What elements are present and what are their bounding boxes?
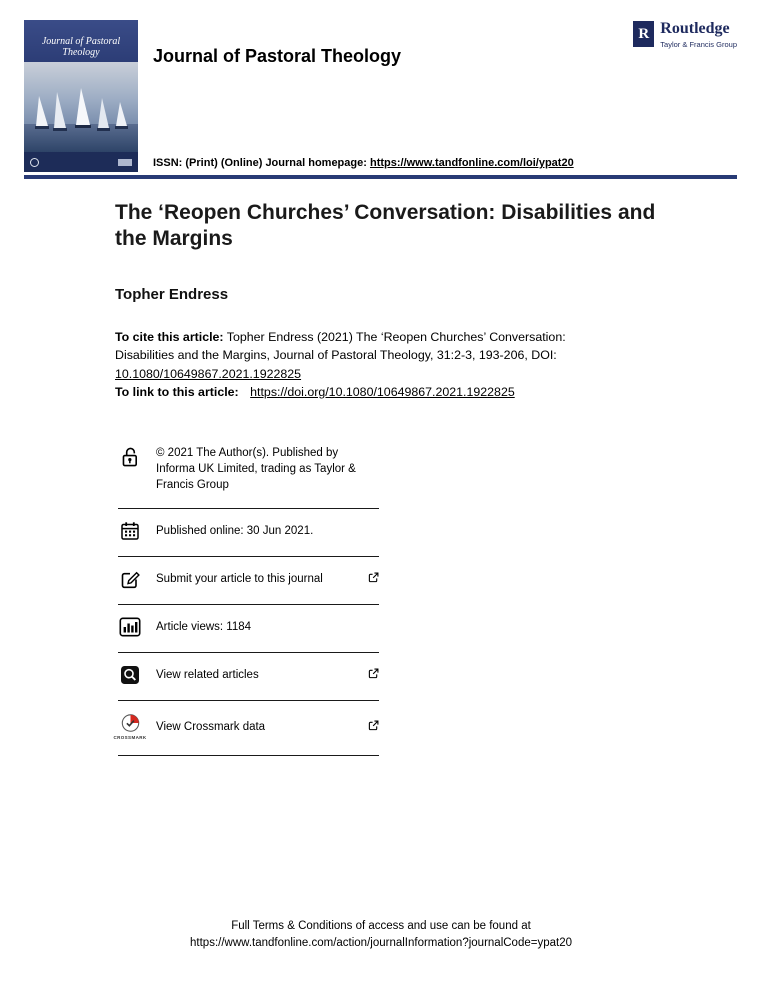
crossmark-item[interactable] — [113, 701, 379, 756]
routledge-logo-icon: R — [633, 21, 654, 47]
external-link-icon — [368, 666, 379, 684]
citation-block — [115, 328, 585, 383]
submit-article-item[interactable] — [118, 557, 379, 605]
article-views-icon — [118, 617, 142, 637]
issn-line — [153, 157, 574, 169]
license-text: © 2021 The Author(s). Published by Informa UK Limited, trading as Taylor & Francis Group — [156, 447, 356, 492]
publisher-name: Routledge — [660, 20, 730, 37]
link-label: To link to this article: — [115, 385, 239, 399]
calendar-icon — [118, 521, 142, 541]
article-author: Topher Endress — [115, 286, 229, 303]
cover-journal-title: Journal of Pastoral Theology — [41, 36, 121, 58]
cite-text: Topher Endress (2021) The ‘Reopen Churches’ Conversation: Disabilities and the Margins, Journal of Pastoral Theology, 31:2-3, 193-206, DOI: — [115, 330, 566, 363]
crossmark-link[interactable]: View Crossmark data — [156, 720, 266, 733]
publisher-tagline: Taylor & Francis Group — [660, 39, 737, 49]
open-access-icon — [118, 445, 142, 469]
article-title: The ‘Reopen Churches’ Conversation: Disabilities and the Margins — [115, 201, 656, 251]
article-views-item — [118, 605, 379, 653]
external-link-icon — [368, 570, 379, 588]
cite-label: To cite this article: — [115, 330, 224, 344]
journal-title: Journal of Pastoral Theology — [153, 46, 402, 66]
journal-homepage-link[interactable]: https://www.tandfonline.com/loi/ypat20 — [369, 157, 574, 169]
published-online-text: Published online: 30 Jun 2021. — [156, 525, 314, 538]
cover-sailboats-photo — [24, 62, 138, 152]
submit-article-icon — [118, 569, 142, 589]
cover-publisher-logo — [118, 159, 132, 166]
article-link-block — [115, 385, 515, 399]
resource-items — [113, 442, 379, 756]
submit-article-link[interactable]: Submit your article to this journal — [156, 573, 323, 586]
doi-url-link[interactable]: https://doi.org/10.1080/10649867.2021.1922825 — [250, 385, 515, 399]
cite-doi-link[interactable]: 10.1080/10649867.2021.1922825 — [115, 366, 302, 381]
routledge-logo — [633, 21, 737, 49]
crossmark-icon — [113, 713, 147, 741]
cover-society-logo — [30, 158, 39, 167]
related-articles-item[interactable] — [118, 653, 379, 701]
cover-title-band — [24, 20, 138, 62]
related-articles-icon — [118, 665, 142, 685]
journal-cover-thumbnail — [24, 20, 138, 172]
cover-logo-band — [24, 152, 138, 172]
license-item — [118, 442, 379, 509]
issn-label: ISSN: (Print) (Online) Journal homepage: — [153, 157, 367, 169]
published-online-item — [118, 509, 379, 557]
terms-footer — [0, 918, 762, 953]
article-views-text: Article views: 1184 — [156, 621, 252, 634]
crossmark-caption: CROSSMARK — [113, 735, 147, 741]
related-articles-link[interactable]: View related articles — [156, 669, 259, 682]
header-divider — [24, 175, 737, 179]
terms-url[interactable]: https://www.tandfonline.com/action/journalInformation?journalCode=ypat20 — [190, 937, 572, 950]
external-link-icon — [368, 718, 379, 736]
terms-line: Full Terms & Conditions of access and use can be found at — [231, 920, 531, 932]
